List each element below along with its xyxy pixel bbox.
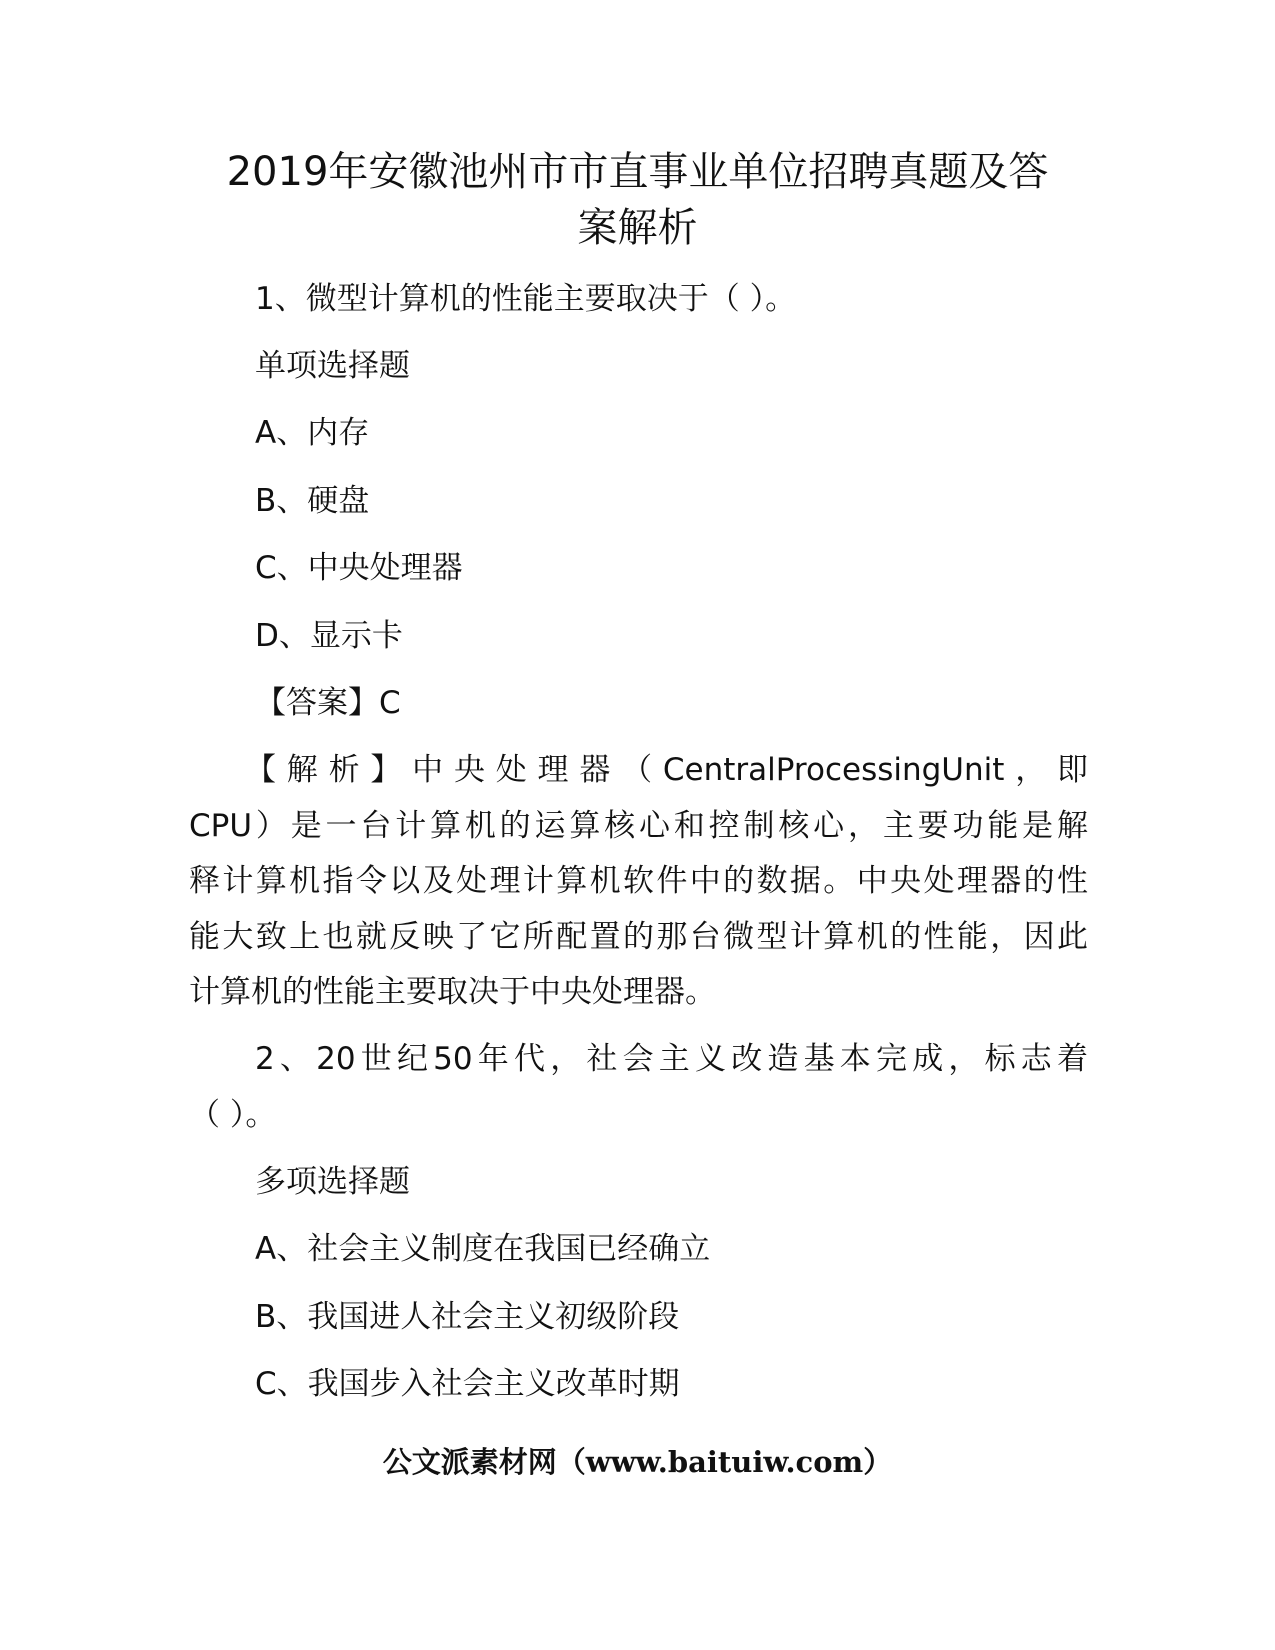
- question-2-option-c: C、我国步入社会主义改革时期: [255, 1366, 680, 1402]
- page-footer: 公文派素材网（www.baituiw.com）: [382, 1445, 893, 1479]
- question-2-option-a: A、社会主义制度在我国已经确立: [255, 1231, 711, 1267]
- question-1-analysis-line-5: 计算机的性能主要取决于中央处理器。: [189, 974, 716, 1010]
- question-1-option-a: A、内存: [255, 415, 370, 451]
- question-1-option-b: B、硬盘: [255, 483, 370, 519]
- question-1-stem: 1、微型计算机的性能主要取决于（ ）。: [255, 281, 797, 317]
- question-2-stem-line-2: （ ）。: [189, 1097, 277, 1133]
- question-2-option-b: B、我国进人社会主义初级阶段: [255, 1299, 680, 1335]
- question-2-type: 多项选择题: [255, 1164, 410, 1200]
- question-1-analysis-line-4: 能大致上也就反映了它所配置的那台微型计算机的性能，因此: [189, 919, 1088, 955]
- question-1-analysis-line-3: 释计算机指令以及处理计算机软件中的数据。中央处理器的性: [189, 863, 1088, 899]
- question-1-analysis-line-2: CPU）是一台计算机的运算核心和控制核心，主要功能是解: [189, 808, 1088, 844]
- question-1-option-d: D、显示卡: [255, 618, 403, 654]
- question-1-option-c: C、中央处理器: [255, 550, 463, 586]
- document-title-line-1: 2019年安徽池州市市直事业单位招聘真题及答: [226, 149, 1049, 195]
- question-1-analysis-line-1: 【解析】中央处理器（CentralProcessingUnit，即: [245, 752, 1088, 788]
- question-2-stem-line-1: 2、20世纪50年代，社会主义改造基本完成，标志着: [255, 1041, 1088, 1077]
- document-title-line-2: 案解析: [577, 205, 698, 251]
- question-1-answer: 【答案】C: [255, 685, 401, 721]
- question-1-type: 单项选择题: [255, 348, 410, 384]
